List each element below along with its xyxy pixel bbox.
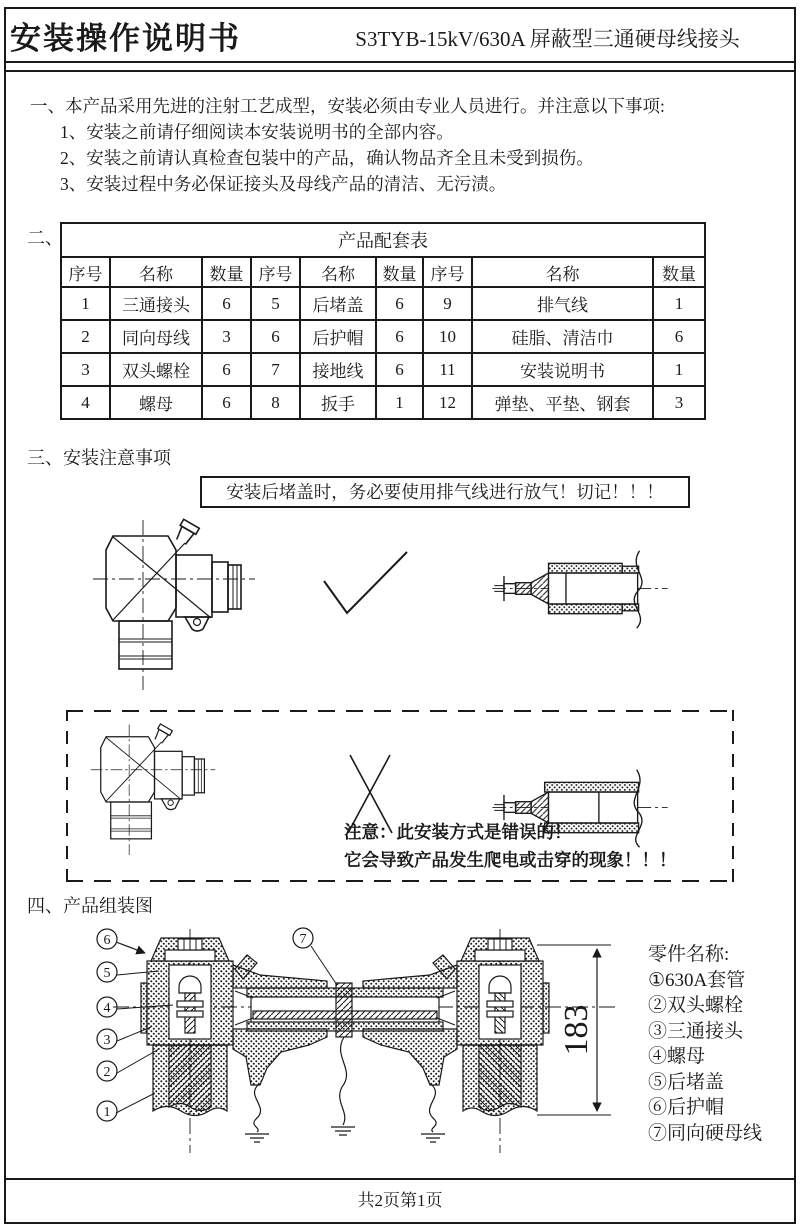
assembly-figure <box>85 925 645 1160</box>
table-cell: 7 <box>251 353 300 386</box>
table-cell: 后堵盖 <box>300 287 376 320</box>
table-cell: 序号 <box>61 257 110 287</box>
table-cell: 12 <box>423 386 472 419</box>
tee-connector-drawing <box>90 722 305 872</box>
wrong-install-figure <box>66 710 734 882</box>
parts-list-item: ④螺母 <box>648 1046 706 1067</box>
table-cell: 6 <box>251 320 300 353</box>
correct-install-figure <box>0 515 800 711</box>
table-header-row <box>61 257 705 287</box>
table-cell: 8 <box>251 386 300 419</box>
table-cell: 1 <box>653 353 705 386</box>
table-cell: 双头螺栓 <box>110 353 202 386</box>
section-intro <box>30 93 784 197</box>
table-row <box>61 287 705 320</box>
table-cell: 数量 <box>653 257 705 287</box>
table-cell: 硅脂、清洁巾 <box>472 320 653 353</box>
product-title: S3TYB-15kV/630A 屏蔽型三通硬母线接头 <box>355 27 740 51</box>
table-cell: 螺母 <box>110 386 202 419</box>
assembly-diagram <box>85 925 645 1160</box>
table-cell: 6 <box>202 287 251 320</box>
table-cell: 5 <box>251 287 300 320</box>
table-cell: 9 <box>423 287 472 320</box>
table-cell: 6 <box>376 320 423 353</box>
parts-list-item: ⑥后护帽 <box>648 1097 725 1118</box>
callout-7: 7 <box>299 932 307 947</box>
table-cell: 6 <box>376 353 423 386</box>
wrong-install-note <box>344 818 677 874</box>
product-kit-table <box>60 222 706 420</box>
table-cell: 3 <box>202 320 251 353</box>
table-cell: 6 <box>202 386 251 419</box>
table-cell: 6 <box>202 353 251 386</box>
intro-item: 3、安装过程中务必保证接头及母线产品的清洁、无污渍。 <box>60 174 507 194</box>
callout-3: 3 <box>103 1033 111 1048</box>
section2-label: 二、 <box>27 228 63 248</box>
busbar-end-correct-drawing <box>490 543 670 635</box>
check-mark-icon <box>318 547 413 625</box>
table-cell: 序号 <box>251 257 300 287</box>
callout-1: 1 <box>103 1105 111 1120</box>
callout-6: 6 <box>103 933 111 948</box>
table-cell: 序号 <box>423 257 472 287</box>
parts-list-item: ⑦同向硬母线 <box>648 1122 763 1144</box>
intro-text: 本产品采用先进的注射工艺成型，安装必须由专业人员进行。并注意以下事项: <box>65 96 665 116</box>
table-cell: 同向母线 <box>110 320 202 353</box>
table-cell: 6 <box>653 320 705 353</box>
table-cell: 后护帽 <box>300 320 376 353</box>
table-row <box>61 386 705 419</box>
table-cell: 2 <box>61 320 110 353</box>
parts-list-item: ②双头螺栓 <box>648 995 744 1016</box>
table-cell: 3 <box>653 386 705 419</box>
table-cell: 名称 <box>110 257 202 287</box>
parts-list-item: ①630A套管 <box>648 969 746 991</box>
table-cell: 弹垫、平垫、钢套 <box>472 386 653 419</box>
table-cell: 排气线 <box>472 287 653 320</box>
table-cell: 11 <box>423 353 472 386</box>
parts-list-item: ⑤后堵盖 <box>648 1071 725 1093</box>
document-title: 安装操作说明书 <box>10 21 241 56</box>
parts-list-title: 零件名称: <box>648 944 730 965</box>
vent-warning-box: 安装后堵盖时，务必要使用排气线进行放气！切记！！！ <box>200 476 690 508</box>
header-rule-top <box>4 61 796 63</box>
section3-heading: 三、安装注意事项 <box>27 448 171 468</box>
intro-item: 1、安装之前请仔细阅读本安装说明书的全部内容。 <box>60 122 454 142</box>
section1-label: 一、 <box>30 96 65 116</box>
table-cell: 数量 <box>376 257 423 287</box>
table-title: 产品配套表 <box>61 223 705 257</box>
intro-item: 2、安装之前请认真检查包装中的产品，确认物品齐全且未受到损伤。 <box>60 148 594 168</box>
table-row <box>61 353 705 386</box>
callout-5: 5 <box>103 966 111 981</box>
wrong-note-line1: 注意：此安装方式是错误的！ <box>344 822 572 842</box>
table-row <box>61 320 705 353</box>
table-cell: 1 <box>653 287 705 320</box>
table-cell: 名称 <box>472 257 653 287</box>
table-cell: 1 <box>376 386 423 419</box>
section4-heading: 四、产品组装图 <box>27 896 153 916</box>
wrong-note-line2: 它会导致产品发生爬电或击穿的现象！！！ <box>344 850 677 870</box>
table-cell: 三通接头 <box>110 287 202 320</box>
table-cell: 安装说明书 <box>472 353 653 386</box>
page-indicator: 共2页第1页 <box>357 1191 443 1210</box>
dimension-183-label: 183 <box>557 1004 595 1056</box>
table-cell: 名称 <box>300 257 376 287</box>
footer-rule <box>4 1178 796 1180</box>
parts-name-list <box>648 942 762 1146</box>
header-rule-bottom <box>4 70 796 72</box>
callout-2: 2 <box>103 1065 111 1080</box>
table-cell: 4 <box>61 386 110 419</box>
table-cell: 1 <box>61 287 110 320</box>
table-title-row <box>61 223 705 257</box>
table-cell: 10 <box>423 320 472 353</box>
table-cell: 数量 <box>202 257 251 287</box>
table-cell: 6 <box>376 287 423 320</box>
table-cell: 接地线 <box>300 353 376 386</box>
callout-4: 4 <box>103 1001 111 1016</box>
table-cell: 扳手 <box>300 386 376 419</box>
parts-list-item: ③三通接头 <box>648 1020 744 1042</box>
intro-line <box>30 93 784 119</box>
table-cell: 3 <box>61 353 110 386</box>
